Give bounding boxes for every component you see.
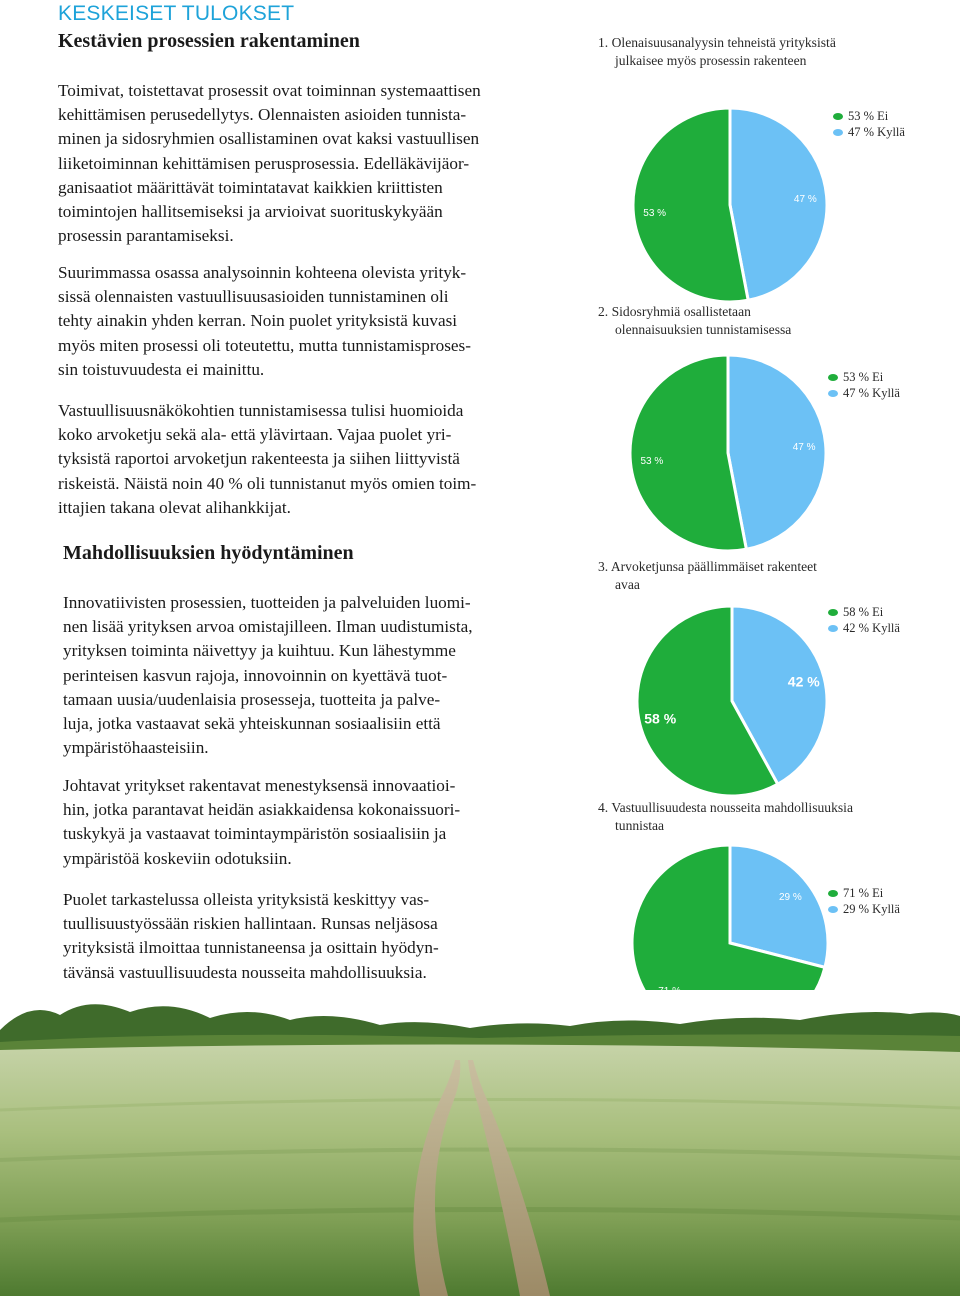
- legend-entry: [828, 885, 900, 901]
- chart-1-data-label: 47 %: [793, 193, 817, 205]
- legend-entry: [828, 369, 900, 385]
- text-line: luja, jotka vastaavat sekä yhteiskunnan sosiaalisiin että: [63, 714, 441, 734]
- legend-label: 47 % Kyllä: [843, 386, 900, 400]
- chart-2-pie: [618, 343, 838, 563]
- chart-2-slice-ei: [630, 355, 746, 551]
- legend-label: 42 % Kyllä: [843, 621, 900, 635]
- text-line: sissä olennaisten vastuullisuusasioiden tunnistaminen oli: [58, 287, 449, 307]
- section-label: KESKEISET TULOKSET: [58, 2, 295, 25]
- legend-swatch-icon: [828, 906, 838, 913]
- legend-entry: [828, 901, 900, 917]
- text-line: tävänsä vastuullisuudesta nousseita mahdollisuuksia.: [63, 962, 427, 982]
- text-line: minen ja sidosryhmien osallistaminen ovat kaksi vastuullisen: [58, 129, 480, 149]
- legend-swatch-icon: [833, 113, 843, 120]
- chart-1-title: [598, 34, 836, 70]
- text-line: 1. Olenaisuusanalyysin tehneistä yrityksistä: [598, 35, 836, 50]
- text-line: Johtavat yritykset rakentavat menestyksensä innovaatioi-: [63, 776, 456, 795]
- text-line: julkaisee myös prosessin rakenteen: [615, 53, 807, 68]
- text-line: ympäristöhaasteisiin.: [63, 738, 209, 758]
- chart-3-title: [598, 558, 817, 594]
- text-line: yrityksistä ilmoittaa tunnistaneensa ja osittain hyödyn-: [63, 938, 439, 958]
- legend-label: 29 % Kyllä: [843, 902, 900, 916]
- text-line: 3. Arvoketjunsa päällimmäiset rakenteet: [598, 559, 817, 574]
- text-line: Innovatiivisten prosessien, tuotteiden ja palveluiden luomi-: [63, 593, 471, 612]
- chart-2-legend: [828, 369, 900, 401]
- text-line: tyksistä raportoi arvoketjun rakenteesta ja siihen liittyvistä: [58, 449, 460, 469]
- paragraph-6: [63, 888, 553, 985]
- text-line: tunnistaa: [615, 818, 665, 833]
- text-line: nen lisää yrityksen arvoa omistajilleen. Ilman uudistumista,: [63, 617, 473, 637]
- text-line: kehittämisen perusedellytys. Olennaisten asioiden tunnista-: [58, 105, 467, 125]
- text-line: riskeistä. Näistä noin 40 % oli tunnistanut myös omien toim-: [58, 473, 477, 493]
- field-landscape-image: [0, 990, 960, 1296]
- text-line: Vastuullisuusnäkökohtien tunnistamisessa tulisi huomioida: [58, 401, 464, 420]
- text-line: toimintojen hallitsemiseksi ja arvioivat suorituskykyään: [58, 202, 443, 222]
- text-line: tuullisuustyössään riskien hallintaan. Runsas neljäsosa: [63, 914, 438, 934]
- legend-label: 53 % Ei: [848, 109, 889, 123]
- text-line: hin, jotka parantavat heidän asiakkaidensa kokonaissuori-: [63, 800, 461, 820]
- paragraph-5: [63, 774, 553, 871]
- chart-1-data-label: 53 %: [643, 208, 667, 220]
- text-line: liiketoiminnan kehittämisen perusprosessia. Edelläkävijäor-: [58, 153, 470, 173]
- legend-entry: [828, 604, 900, 620]
- chart-2-data-label: 47 %: [792, 441, 816, 453]
- paragraph-4: [63, 591, 553, 760]
- chart-2-data-label: 53 %: [640, 456, 664, 468]
- chart-2-title: [598, 303, 791, 339]
- legend-entry: [828, 385, 900, 401]
- text-line: Toimivat, toistettavat prosessit ovat toiminnan systemaattisen: [58, 81, 481, 100]
- chart-1-pie: [620, 95, 840, 315]
- legend-label: 47 % Kyllä: [848, 125, 905, 139]
- legend-entry: [828, 620, 900, 636]
- paragraph-1: [58, 79, 548, 248]
- legend-swatch-icon: [828, 390, 838, 397]
- legend-swatch-icon: [828, 890, 838, 897]
- legend-label: 53 % Ei: [843, 370, 884, 384]
- text-line: Puolet tarkastelussa olleista yrityksistä keskittyy vas-: [63, 890, 430, 909]
- legend-label: 71 % Ei: [843, 886, 884, 900]
- text-line: 2. Sidosryhmiä osallistetaan: [598, 304, 751, 319]
- paragraph-2: [58, 261, 548, 382]
- heading-processes: Kestävien prosessien rakentaminen: [58, 30, 360, 52]
- text-line: avaa: [615, 577, 640, 592]
- text-line: ittajien takana olevat alihankkijat.: [58, 497, 291, 517]
- text-line: tehty ainakin yhden kerran. Noin puolet yrityksistä kuvasi: [58, 311, 458, 331]
- chart-3-data-label: 58 %: [644, 710, 677, 727]
- legend-swatch-icon: [828, 625, 838, 632]
- text-line: myös miten prosessi oli toteutettu, mutta tunnistamisproses-: [58, 335, 471, 355]
- text-line: koko arvoketju sekä ala- että ylävirtaan. Vajaa puolet yri-: [58, 425, 452, 445]
- paragraph-3: [58, 399, 548, 520]
- legend-entry: [833, 124, 905, 140]
- legend-swatch-icon: [828, 374, 838, 381]
- chart-3-pie: [622, 591, 842, 811]
- text-line: perinteisen kasvun rajoja, innovoinnin on kyettävä tuot-: [63, 665, 448, 685]
- legend-swatch-icon: [833, 129, 843, 136]
- text-line: Suurimmassa osassa analysoinnin kohteena olevista yrityk-: [58, 263, 467, 282]
- text-line: prosessin parantamiseksi.: [58, 226, 234, 246]
- legend-entry: [833, 108, 905, 124]
- text-line: olennaisuuksien tunnistamisessa: [615, 322, 792, 337]
- chart-1-legend: [833, 108, 905, 140]
- heading-opportunities: Mahdollisuuksien hyödyntäminen: [63, 542, 354, 564]
- text-line: ympäristöä koskeviin odotuksiin.: [63, 848, 292, 868]
- text-line: yrityksen toiminta näivettyy ja kuihtuu. Kun lähestymme: [63, 641, 456, 661]
- chart-4-title: [598, 799, 853, 835]
- text-line: tamaan uusia/uudenlaisia prosesseja, tuotteita ja palve-: [63, 689, 441, 709]
- chart-4-legend: [828, 885, 900, 917]
- chart-3-data-label: 42 %: [787, 673, 820, 690]
- text-line: sin toistuvuudesta ei mainittu.: [58, 359, 265, 379]
- chart-3-legend: [828, 604, 900, 636]
- text-line: ganisaatiot määrittävät toimintatavat kaikkien kriittisten: [58, 177, 443, 197]
- chart-4-data-label: 29 %: [779, 892, 802, 904]
- legend-swatch-icon: [828, 609, 838, 616]
- text-line: 4. Vastuullisuudesta nousseita mahdollisuuksia: [598, 800, 853, 815]
- legend-label: 58 % Ei: [843, 605, 884, 619]
- chart-1-slice-ei: [633, 108, 748, 302]
- text-line: tuskykyä ja vastaavat toimintaympäristön sosiaalisiin ja: [63, 824, 447, 844]
